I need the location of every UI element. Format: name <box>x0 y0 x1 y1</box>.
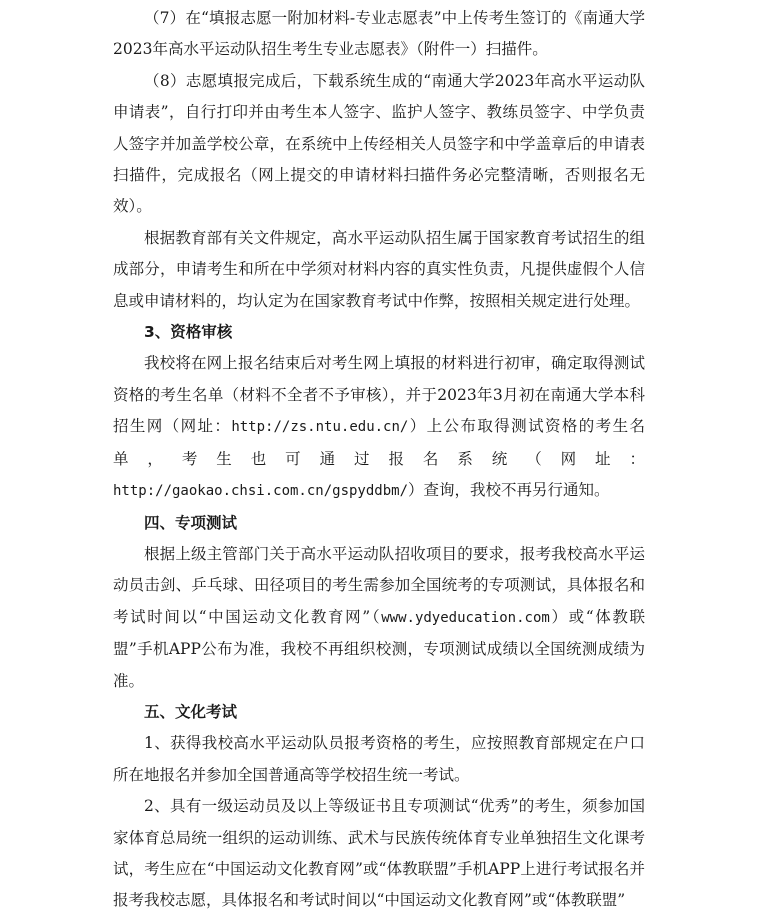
url-text: http://zs.ntu.edu.cn/ <box>231 419 409 436</box>
paragraph-text: ）上公布取得测试资格的考生名单，考生也可通过报名系统（网址： <box>113 417 645 468</box>
url-text: www.ydyeducation.com <box>381 609 550 626</box>
paragraph-text: （8）志愿填报完成后，下载系统生成的“南通大学2023年高水平运动队申请表”，自行打印并由考生本人签字、监护人签字、教练员签字、中学负责人签字并加盖学校公章，在系统中上传经相关人员签字和中学盖章后的申请表扫描件，完成报名（网上提交的申请材料扫描件务必完整清晰，否则报名无效）。 <box>113 71 645 216</box>
paragraph-text: 3、资格审核 <box>144 323 233 342</box>
section-heading-heading-5 <box>113 697 645 728</box>
paragraph-item-8 <box>113 66 645 223</box>
paragraph-culture-2 <box>113 791 645 917</box>
section-heading-heading-4 <box>113 508 645 539</box>
paragraph-text: 五、文化考试 <box>144 702 238 721</box>
url-text: http://gaokao.chsi.com.cn/gspyddbm/ <box>113 483 409 500</box>
paragraph-text: ）查询，我校不再另行通知。 <box>408 481 610 500</box>
paragraph-text: 1、获得我校高水平运动队员报考资格的考生，应按照教育部规定在户口所在地报名并参加全国普通高等学校招生统一考试。 <box>113 734 645 784</box>
section-heading-heading-3 <box>113 317 645 348</box>
paragraph-review-para <box>113 348 645 507</box>
paragraph-text: 四、专项测试 <box>144 513 238 532</box>
document-body <box>113 3 645 917</box>
paragraph-text: 我校将在网上报名结束后对考生网上填报的材料进行初审，确定取得测试资格的考生名单（材料不全者不予审核），并于2023年3月初在南通大学本科招生网（网址： <box>113 354 645 436</box>
paragraph-text: （7）在“填报志愿一附加材料-专业志愿表”中上传考生签订的《南通大学2023年高水平运动队招生考生专业志愿表》（附件一）扫描件。 <box>113 9 645 59</box>
paragraph-culture-1 <box>113 728 645 791</box>
paragraph-special-test-para <box>113 539 645 697</box>
paragraph-text: 2、具有一级运动员及以上等级证书且专项测试“优秀”的考生，须参加国家体育总局统一组织的运动训练、武术与民族传统体育专业单独招生文化课考试，考生应在“中国运动文化教育网”或“体教联盟”手机APP上进行考试报名并报考我校志愿，具体报名和考试时间以“中国运动文化教育网”或“体教联盟” <box>113 797 645 910</box>
paragraph-item-7 <box>113 3 645 66</box>
paragraph-text: 根据上级主管部门关于高水平运动队招收项目的要求，报考我校高水平运动员击剑、乒乓球、田径项目的考生需参加全国统考的专项测试，具体报名和考试时间以“中国运动文化教育网”（ <box>113 544 645 626</box>
paragraph-text: ）或“体教联盟”手机APP公布为准，我校不再组织校测，专项测试成绩以全国统测成绩为准。 <box>113 607 645 690</box>
paragraph-text: 根据教育部有关文件规定，高水平运动队招生属于国家教育考试招生的组成部分，申请考生和所在中学须对材料内容的真实性负责，凡提供虚假个人信息或申请材料的，均认定为在国家教育考试中作弊，按照相关规定进行处理。 <box>113 228 645 310</box>
paragraph-integrity-note <box>113 223 645 317</box>
